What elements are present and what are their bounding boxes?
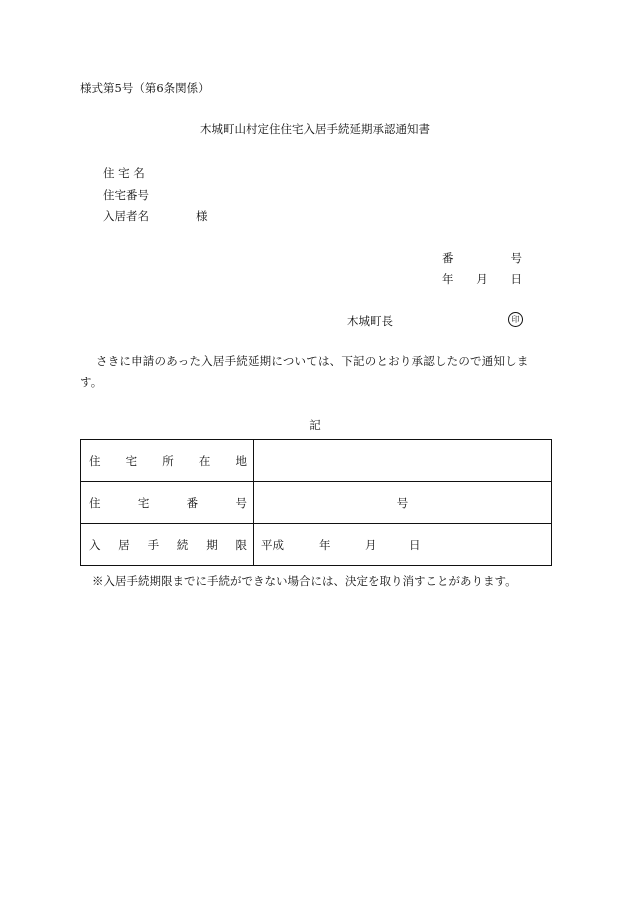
label-char: 地 — [235, 453, 247, 468]
table-label-cell — [81, 440, 254, 482]
table-label-cell — [81, 482, 254, 524]
record-table — [80, 439, 552, 566]
issuer-title: 木城町長 — [347, 314, 393, 328]
label-char: 続 — [176, 537, 189, 552]
label-char: 期 — [206, 537, 218, 552]
house-number-value-cell — [254, 482, 552, 524]
deadline-value-cell — [254, 524, 552, 566]
date-year: 年 — [319, 537, 331, 552]
label-char: 番 — [186, 495, 199, 510]
label-char: 手 — [147, 537, 160, 552]
label-char: 号 — [235, 495, 247, 510]
table-row — [81, 482, 552, 524]
document-title: 木城町山村定住住宅入居手続延期承認通知書 — [200, 122, 430, 136]
reference-number-char: 号 — [510, 251, 522, 265]
label-char: 入 — [89, 537, 101, 552]
resident-name-label: 入居者名 — [103, 209, 149, 223]
reference-number — [442, 250, 522, 266]
reference-date-char: 日 — [510, 272, 522, 286]
house-name-label: 住 宅 名 — [103, 166, 145, 180]
label-char: 住 — [89, 495, 101, 510]
seal-mark: 印 — [508, 312, 523, 327]
reference-date-char: 月 — [476, 272, 488, 286]
date-month: 月 — [365, 537, 377, 552]
reference-date — [442, 271, 522, 287]
honorific-sama: 様 — [196, 209, 208, 223]
date-day: 日 — [409, 537, 421, 552]
label-char: 宅 — [137, 495, 150, 510]
house-number-suffix: 号 — [396, 495, 409, 510]
label-char: 住 — [89, 453, 101, 468]
house-number-label: 住宅番号 — [103, 188, 149, 202]
label-char: 居 — [118, 537, 130, 552]
label-char: 在 — [198, 453, 211, 468]
date-era: 平成 — [261, 537, 284, 552]
address-value-cell — [254, 440, 552, 482]
reference-date-char: 年 — [442, 272, 454, 286]
form-number: 様式第5号（第6条関係） — [80, 81, 210, 95]
label-char: 所 — [162, 453, 174, 468]
ki-heading: 記 — [309, 418, 321, 432]
table-row — [81, 524, 552, 566]
label-char: 限 — [235, 537, 247, 552]
reference-number-char: 番 — [442, 251, 454, 265]
notice-paragraph: さきに申請のあった入居手続延期については、下記のとおり承認したので通知します。 — [80, 354, 529, 389]
table-row — [81, 440, 552, 482]
label-char: 宅 — [125, 453, 138, 468]
footnote: ※入居手続期限までに手続ができない場合には、決定を取り消すことがあります。 — [92, 574, 517, 588]
table-label-cell — [81, 524, 254, 566]
